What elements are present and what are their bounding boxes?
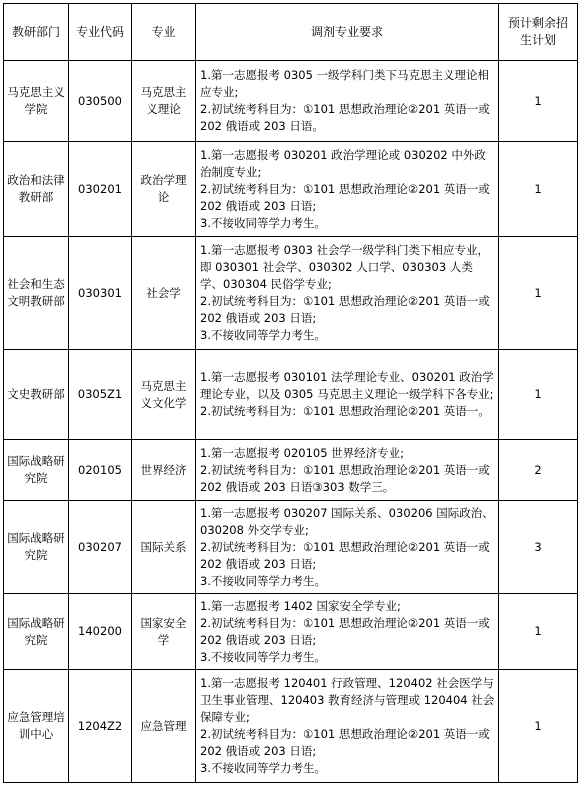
requirement-item: 1.第一志愿报考 020105 世界经济专业; xyxy=(200,445,405,460)
header-code: 专业代码 xyxy=(69,4,132,61)
requirement-item: 1.第一志愿报考 030201 政治学理论或 030202 中外政治制度专业; xyxy=(200,147,486,179)
code-cell: 030500 xyxy=(69,61,132,142)
major-cell: 马克思主义文化学 xyxy=(132,350,196,440)
requirements-cell xyxy=(196,350,499,440)
admission-table xyxy=(3,3,578,783)
requirement-item: 3.不接收同等学力考生。 xyxy=(200,649,326,664)
requirement-item: 1.第一志愿报考 030207 国际关系、030206 国际政治、030208 外交学专业; xyxy=(200,505,494,537)
header-plan: 预计剩余招生计划 xyxy=(499,4,578,61)
code-cell: 030201 xyxy=(69,142,132,237)
plan-cell: 1 xyxy=(499,594,578,670)
requirement-item: 2.初试统考科目为：①101 思想政治理论②201 英语一或 202 俄语或 203 日语③303 数学三。 xyxy=(200,462,490,494)
dept-cell: 马克思主义学院 xyxy=(4,61,69,142)
plan-cell: 1 xyxy=(499,237,578,350)
requirement-item: 1.第一志愿报考 0303 社会学一级学科门类下相应专业，即 030301 社会学、030302 人口学、030303 人类学、030304 民俗学专业; xyxy=(200,243,490,291)
table-row xyxy=(4,350,578,440)
requirement-item: 1.第一志愿报考 1402 国家安全学专业; xyxy=(200,598,401,613)
code-cell: 1204Z2 xyxy=(69,670,132,783)
major-cell: 国家安全学 xyxy=(132,594,196,670)
major-cell: 社会学 xyxy=(132,237,196,350)
major-cell: 政治学理论 xyxy=(132,142,196,237)
requirement-item: 1.第一志愿报考 0305 一级学科门类下马克思主义理论相应专业; xyxy=(200,68,490,99)
dept-cell: 社会和生态文明教研部 xyxy=(4,237,69,350)
requirement-item: 1.第一志愿报考 120401 行政管理、120402 社会医学与卫生事业管理、120403 教育经济与管理或 120404 社会保障专业; xyxy=(200,676,495,724)
dept-cell: 国际战略研究院 xyxy=(4,501,69,594)
requirements-cell xyxy=(196,501,499,594)
requirements-cell xyxy=(196,670,499,783)
requirement-item: 3.不接收同等学力考生。 xyxy=(200,761,326,775)
table-row xyxy=(4,61,578,142)
requirement-item: 1.第一志愿报考 030101 法学理论专业、030201 政治学理论专业，以及 0305 马克思主义理论一级学科下各专业; xyxy=(200,370,494,401)
header-major: 专业 xyxy=(132,4,196,61)
requirements-cell xyxy=(196,142,499,237)
header-requirements: 调剂专业要求 xyxy=(196,4,499,61)
plan-cell: 1 xyxy=(499,142,578,237)
table-row xyxy=(4,670,578,783)
requirement-item: 3.不接收同等学力考生。 xyxy=(200,215,326,230)
major-cell: 世界经济 xyxy=(132,440,196,501)
dept-cell: 政治和法律教研部 xyxy=(4,142,69,237)
requirement-item: 2.初试统考科目为：①101 思想政治理论②201 英语一或 202 俄语或 203 日语; xyxy=(200,615,490,647)
requirements-cell xyxy=(196,61,499,142)
requirements-cell xyxy=(196,594,499,670)
requirements-cell xyxy=(196,440,499,501)
requirement-item: 3.不接收同等学力考生。 xyxy=(200,328,326,342)
requirement-item: 2.初试统考科目为：①101 思想政治理论②201 英语一或 202 俄语或 203 日语; xyxy=(200,539,490,571)
requirement-item: 2.初试统考科目为：①101 思想政治理论②201 英语一或 202 俄语或 203 日语; xyxy=(200,294,490,325)
dept-cell: 应急管理培训中心 xyxy=(4,670,69,783)
table-row xyxy=(4,142,578,237)
table-row xyxy=(4,501,578,594)
requirement-item: 2.初试统考科目为：①101 思想政治理论②201 英语一或 202 俄语或 203 日语; xyxy=(200,727,490,758)
plan-cell: 1 xyxy=(499,670,578,783)
dept-cell: 国际战略研究院 xyxy=(4,440,69,501)
plan-cell: 1 xyxy=(499,350,578,440)
requirements-cell xyxy=(196,237,499,350)
code-cell: 030207 xyxy=(69,501,132,594)
table-row xyxy=(4,594,578,670)
plan-cell: 2 xyxy=(499,440,578,501)
code-cell: 0305Z1 xyxy=(69,350,132,440)
table-row xyxy=(4,440,578,501)
major-cell: 国际关系 xyxy=(132,501,196,594)
dept-cell: 文史教研部 xyxy=(4,350,69,440)
plan-cell: 1 xyxy=(499,61,578,142)
dept-cell: 国际战略研究院 xyxy=(4,594,69,670)
plan-cell: 3 xyxy=(499,501,578,594)
code-cell: 140200 xyxy=(69,594,132,670)
code-cell: 020105 xyxy=(69,440,132,501)
code-cell: 030301 xyxy=(69,237,132,350)
major-cell: 马克思主义理论 xyxy=(132,61,196,142)
major-cell: 应急管理 xyxy=(132,670,196,783)
requirement-item: 2.初试统考科目为：①101 思想政治理论②201 英语一或 202 俄语或 203 日语。 xyxy=(200,102,490,133)
table-row xyxy=(4,237,578,350)
requirement-item: 2.初试统考科目为：①101 思想政治理论②201 英语一。 xyxy=(200,404,490,418)
header-dept: 教研部门 xyxy=(4,4,69,61)
requirement-item: 2.初试统考科目为：①101 思想政治理论②201 英语一或 202 俄语或 203 日语; xyxy=(200,181,490,213)
header-row xyxy=(4,4,578,61)
requirement-item: 3.不接收同等学力考生。 xyxy=(200,573,326,588)
